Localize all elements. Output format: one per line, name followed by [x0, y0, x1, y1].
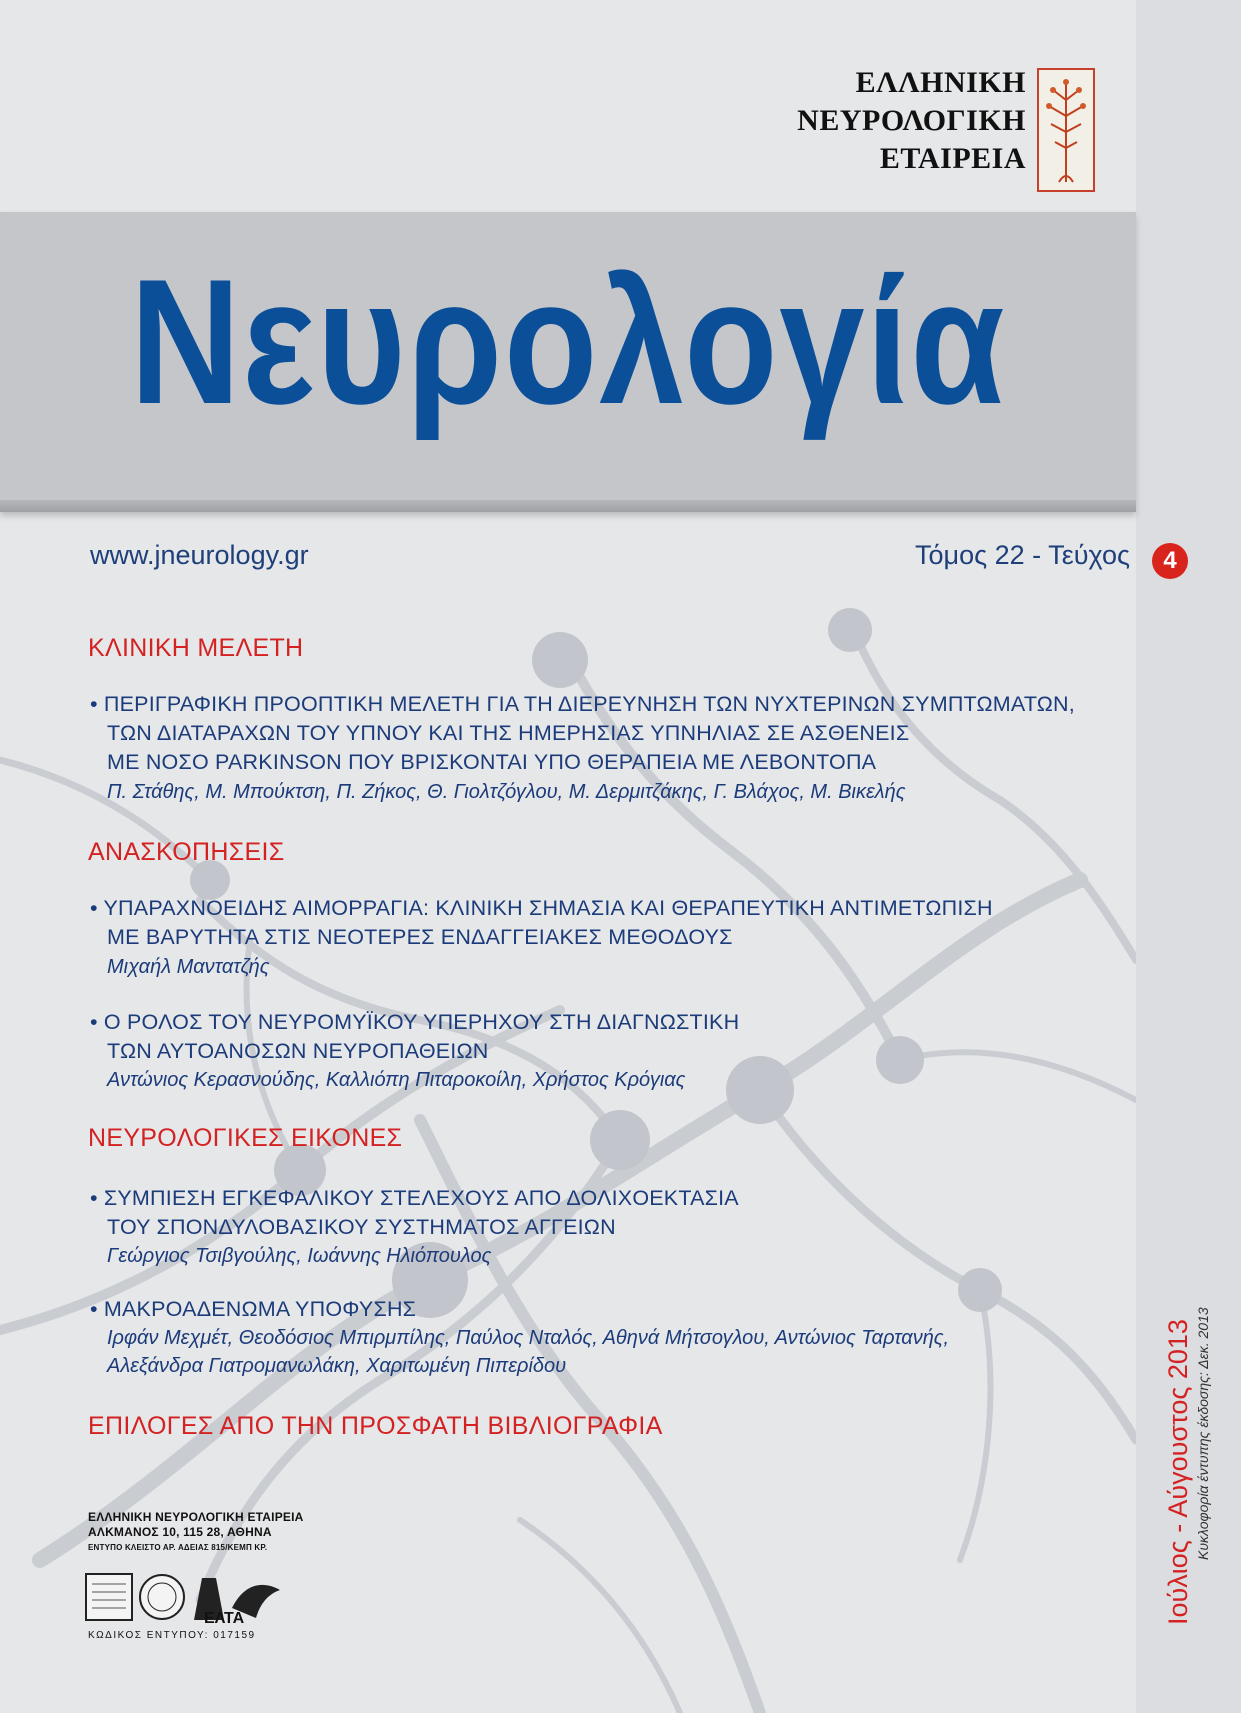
publisher-permit: ΕΝΤΥΠΟ ΚΛΕΙΣΤΟ ΑΡ. ΑΔΕΙΑΣ 815/ΚΕΜΠ ΚΡ.	[88, 1543, 268, 1552]
section-heading-clinical-study: ΚΛΙΝΙΚΗ ΜΕΛΕΤΗ	[88, 634, 304, 662]
article-title-line: ΜΕ ΒΑΡΥΤΗΤΑ ΣΤΙΣ ΝΕΟΤΕΡΕΣ ΕΝΔΑΓΓΕΙΑΚΕΣ ΜΕΘΟΔΟΥΣ	[107, 925, 733, 949]
publisher-name: ΕΛΛΗΝΙΚΗ ΝΕΥΡΟΛΟΓΙΚΗ ΕΤΑΙΡΕΙΑ	[88, 1510, 304, 1524]
article-authors-line: Αλεξάνδρα Γιατρομανωλάκη, Χαριτωμένη Πιπερίδου	[107, 1355, 567, 1377]
society-logo	[1037, 68, 1095, 192]
society-name	[726, 64, 1026, 178]
article-title	[90, 1008, 1090, 1066]
issue-date-vertical: Ιούλιος - Αύγουστος 2013	[1163, 1319, 1193, 1625]
article-title-line: • ΠΕΡΙΓΡΑΦΙΚΗ ΠΡΟΟΠΤΙΚΗ ΜΕΛΕΤΗ ΓΙΑ ΤΗ ΔΙΕΡΕΥΝΗΣΗ ΤΩΝ ΝΥΧΤΕΡΙΝΩΝ ΣΥΜΠΤΩΜΑΤΩΝ,	[90, 692, 1075, 716]
article-title-line: ΤΩΝ ΑΥΤΟΑΝΟΣΩΝ ΝΕΥΡΟΠΑΘΕΙΩΝ	[107, 1039, 489, 1063]
article-title-line: • Ο ΡΟΛΟΣ ΤΟΥ ΝΕΥΡΟΜΥΪΚΟΥ ΥΠΕΡΗΧΟΥ ΣΤΗ ΔΙΑΓΝΩΣΤΙΚΗ	[90, 1010, 740, 1034]
publication-code: ΚΩΔΙΚΟΣ ΕΝΤΥΠΟΥ: 017159	[88, 1630, 256, 1641]
article-title	[90, 1295, 1090, 1324]
article-title-line: ΤΟΥ ΣΠΟΝΔΥΛΟΒΑΣΙΚΟΥ ΣΥΣΤΗΜΑΤΟΣ ΑΓΓΕΙΩΝ	[107, 1215, 616, 1239]
elta-stamp-label: ΕΛΤΑ	[204, 1610, 245, 1627]
article-title	[90, 1184, 1090, 1242]
article-authors: Αντώνιος Κερασνούδης, Καλλιόπη Πιταροκοίλη, Χρήστος Κρόγιας	[107, 1069, 686, 1091]
article-title	[90, 690, 1090, 777]
article-title-line: • ΜΑΚΡΟΑΔΕΝΩΜΑ ΥΠΟΦΥΣΗΣ	[90, 1297, 417, 1321]
volume-label: Τόμος 22 - Τεύχος	[915, 540, 1130, 570]
issue-number-badge: 4	[1152, 543, 1188, 579]
society-line-3: ΕΤΑΙΡΕΙΑ	[879, 142, 1026, 175]
article-title-line: • ΣΥΜΠΙΕΣΗ ΕΓΚΕΦΑΛΙΚΟΥ ΣΤΕΛΕΧΟΥΣ ΑΠΟ ΔΟΛΙΧΟΕΚΤΑΣΙΑ	[90, 1186, 739, 1210]
section-heading-neurological-images: ΝΕΥΡΟΛΟΓΙΚΕΣ ΕΙΚΟΝΕΣ	[88, 1124, 403, 1152]
article-authors: Γεώργιος Τσιβγούλης, Ιωάννης Ηλιόπουλος	[107, 1245, 492, 1267]
publisher-address: ΑΛΚΜΑΝΟΣ 10, 115 28, ΑΘΗΝΑ	[88, 1525, 272, 1539]
journal-title: Νευρολογία	[130, 242, 1007, 441]
section-heading-reviews: ΑΝΑΣΚΟΠΗΣΕΙΣ	[88, 838, 285, 866]
title-band-shadow	[0, 500, 1136, 512]
article-title-line: • ΥΠΑΡΑΧΝΟΕΙΔΗΣ ΑΙΜΟΡΡΑΓΙΑ: ΚΛΙΝΙΚΗ ΣΗΜΑΣΙΑ ΚΑΙ ΘΕΡΑΠΕΥΤΙΚΗ ΑΝΤΙΜΕΤΩΠΙΣΗ	[90, 896, 993, 920]
section-heading-literature: ΕΠΙΛΟΓΕΣ ΑΠΟ ΤΗΝ ΠΡΟΣΦΑΤΗ ΒΙΒΛΙΟΓΡΑΦΙΑ	[88, 1412, 663, 1440]
publisher-info	[88, 1510, 318, 1555]
postal-stamps	[84, 1570, 284, 1626]
article-authors: Μιχαήλ Μαντατζής	[107, 956, 270, 978]
journal-website[interactable]: www.jneurology.gr	[90, 540, 309, 570]
plant-emblem-icon	[1039, 70, 1093, 190]
article-authors	[107, 1324, 1087, 1380]
circulation-note-vertical: Κυκλοφορία έντυπης έκδοσης: Δεκ. 2013	[1195, 1307, 1211, 1560]
society-line-1: ΕΛΛΗΝΙΚΗ	[855, 66, 1026, 99]
society-line-2: ΝΕΥΡΟΛΟΓΙΚΗ	[797, 104, 1026, 137]
article-authors-line: Ιρφάν Μεχμέτ, Θεοδόσιος Μπιρμπίλης, Παύλος Νταλός, Αθηνά Μήτσογλου, Αντώνιος Ταρτανής,	[107, 1327, 950, 1349]
article-title-line: ΜΕ ΝΟΣΟ PARKINSON ΠΟΥ ΒΡΙΣΚΟΝΤΑΙ ΥΠΟ ΘΕΡΑΠΕΙΑ ΜΕ ΛΕΒΟΝΤΟΠΑ	[107, 750, 877, 774]
article-title	[90, 894, 1090, 952]
article-title-line: ΤΩΝ ΔΙΑΤΑΡΑΧΩΝ ΤΟΥ ΥΠΝΟΥ ΚΑΙ ΤΗΣ ΗΜΕΡΗΣΙΑΣ ΥΠΝΗΛΙΑΣ ΣΕ ΑΣΘΕΝΕΙΣ	[107, 721, 910, 745]
article-authors: Π. Στάθης, Μ. Μπούκτση, Π. Ζήκος, Θ. Γιολτζόγλου, Μ. Δερμιτζάκης, Γ. Βλάχος, Μ. Βικελής	[107, 781, 906, 803]
